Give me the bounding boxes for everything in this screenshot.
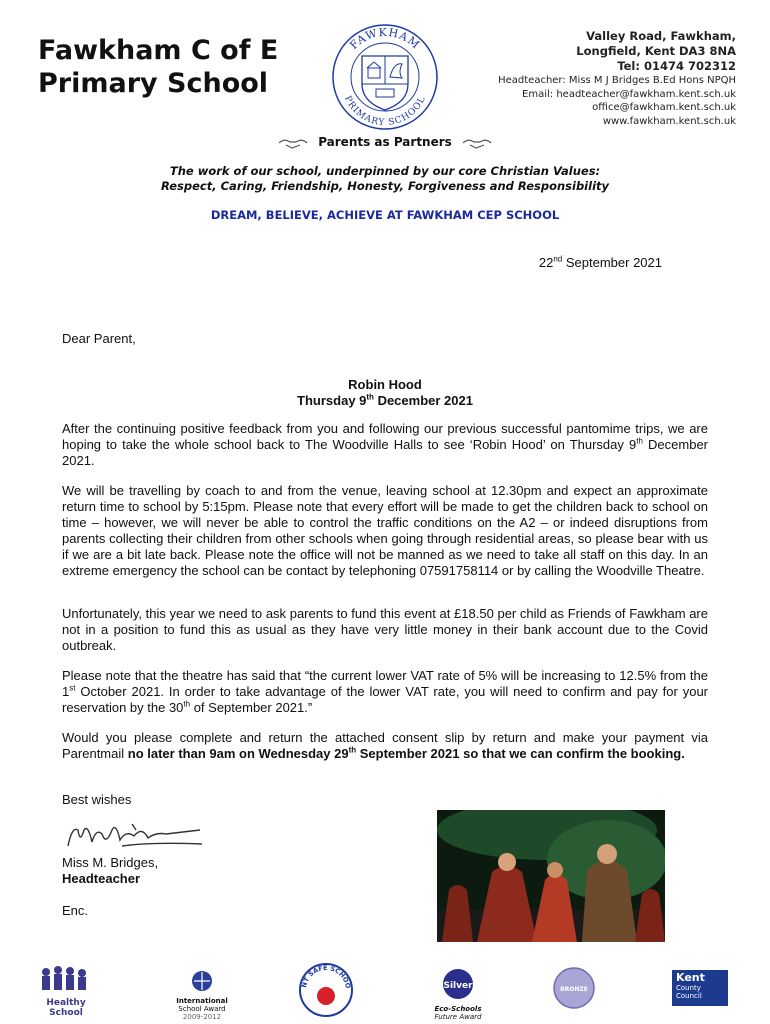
values-line2: Respect, Caring, Friendship, Honesty, Forgiveness and Responsibility — [160, 179, 610, 193]
event-title: Robin Hood — [348, 377, 422, 392]
letter-date — [539, 255, 662, 270]
parents-as-partners — [0, 135, 770, 150]
school-motto: DREAM, BELIEVE, ACHIEVE AT FAWKHAM CEP SCHOOL — [210, 208, 560, 222]
handwritten-signature — [62, 816, 212, 856]
headteacher-line: Headteacher: Miss M J Bridges B.Ed Hons NPQH — [498, 75, 736, 86]
bronze-text: BRONZE — [560, 986, 588, 993]
paragraph-3: Unfortunately, this year we need to ask parents to fund this event at £18.50 per child as Friends of Fawkham are not in a position to fund this as usual as they have very little money in their bank account due to the Covid outbreak. — [62, 606, 708, 653]
website-link[interactable]: www.fawkham.kent.sch.uk — [602, 115, 736, 127]
paragraph-2: We will be travelling by coach to and from the venue, leaving school at 12.30pm and expect an approximate return time to school by 5:15pm. Please note that every effort will be made to get the children back to school on time – however, we will never be able to control the traffic conditions on the A2 – or indeed disruptions from parents collecting their children from other schools when going through residential areas, so please bear with us if we are a bit late back. Please note the office will not be manned as we need to take all staff on this day. In an extreme emergency the school can be contact by telephoning 07591758114 or by calling the Woodville Theatre. — [62, 483, 708, 578]
date-rest: September 2021 — [562, 255, 662, 270]
international-school-award-logo: International School Award 2009-2012 — [172, 970, 232, 1021]
school-name-line2: Primary School — [38, 68, 269, 99]
school-name-line1: Fawkham C of E — [38, 35, 279, 66]
kent-safe-schools-text: NT SAFE SCHOO — [300, 963, 353, 990]
values-line1: The work of our school, underpinned by our core Christian Values: — [169, 164, 601, 178]
signer-role: Headteacher — [62, 871, 141, 886]
crest-bottom-text: PRIMARY SCHOOL — [342, 94, 428, 129]
globe-icon — [172, 970, 232, 992]
partners-label: Parents as Partners — [318, 135, 452, 149]
crest-top-text: FAWKHAM — [347, 25, 423, 52]
eco-schools-logo: Silver Eco-Schools Future Award — [430, 968, 486, 1021]
paragraph-1: After the continuing positive feedback from you and following our previous successful pantomime trips, we are hoping to take the whole school back to The Woodville Halls to see ‘Robin Hood’ on Thursday 9th December 2021. — [62, 421, 708, 468]
event-date: Thursday 9th December 2021 — [297, 392, 473, 408]
kent-safe-schools-logo — [298, 962, 354, 1023]
healthy-school-logo — [28, 965, 104, 1018]
salutation: Dear Parent, — [62, 331, 136, 346]
paragraph-5: Would you please complete and return the attached consent slip by return and make your payment via Parentmail no later than 9am on Wednesday 29th September 2021 so that we can confirm the booking. — [62, 730, 708, 761]
handshake-icon — [278, 136, 308, 150]
telephone: Tel: 01474 702312 — [617, 59, 736, 73]
eco-silver-text: Silver — [443, 981, 473, 991]
christian-values — [0, 164, 770, 194]
date-day: 22 — [538, 255, 554, 270]
headteacher-email[interactable]: Email: headteacher@fawkham.kent.sch.uk — [522, 88, 736, 100]
address-line1: Valley Road, Fawkham, — [586, 29, 736, 43]
healthy-school-figures-icon — [28, 965, 104, 993]
school-contact-block — [498, 29, 736, 128]
bronze-award-logo — [552, 966, 596, 1015]
address-line2: Longfield, Kent DA3 8NA — [576, 44, 736, 58]
pantomime-photo — [437, 810, 665, 942]
office-email[interactable]: office@fawkham.kent.sch.uk — [592, 102, 736, 113]
event-heading — [0, 377, 770, 409]
closing: Best wishes — [62, 792, 132, 807]
school-name — [38, 34, 278, 100]
kent-county-council-logo: Kent County Council — [672, 970, 728, 1006]
svg-text:FAWKHAM — [347, 26, 422, 52]
healthy-school-text: Healthy School — [46, 998, 86, 1018]
date-suffix: nd — [553, 254, 563, 264]
paragraph-4: Please note that the theatre has said that “the current lower VAT rate of 5% will be increasing to 12.5% from the 1st October 2021. In order to take advantage of the lower VAT rate, you will need to confirm and pay for your reservation by the 30th of September 2021.” — [62, 668, 708, 715]
handshake-icon — [462, 136, 492, 150]
signer-name: Miss M. Bridges, — [62, 855, 159, 870]
enclosure: Enc. — [62, 903, 89, 918]
school-crest-logo — [330, 22, 440, 132]
